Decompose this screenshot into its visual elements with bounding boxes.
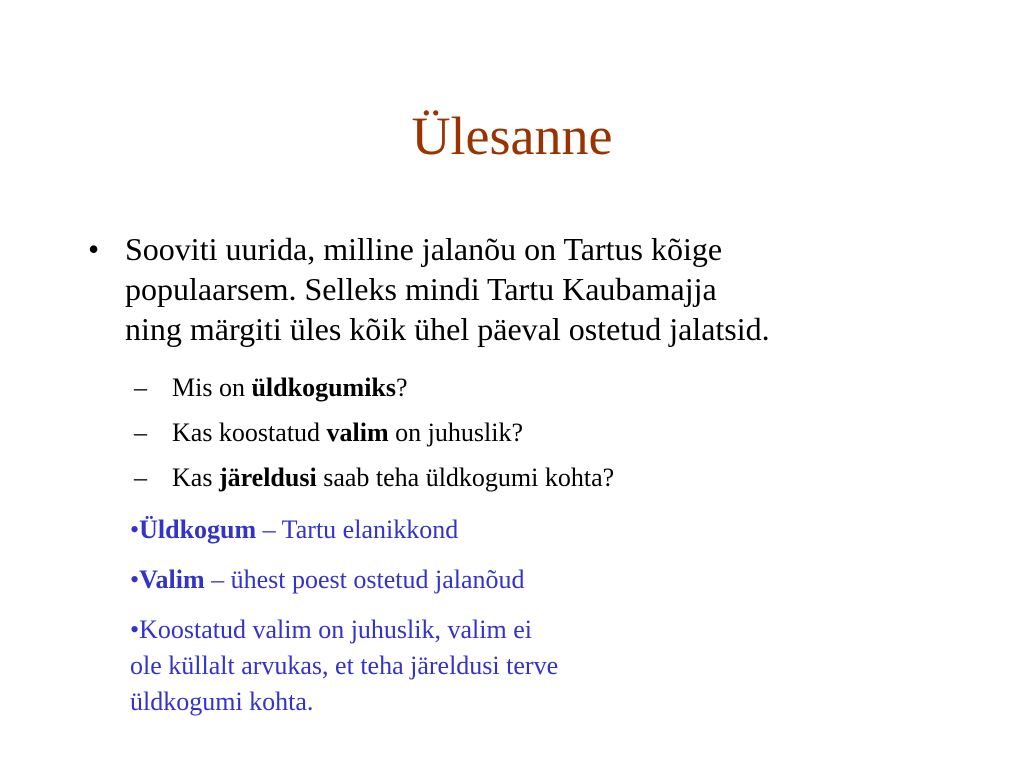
note-marker: • (130, 515, 140, 544)
note-line: ole küllalt arvukas, et teha järeldusi terve (130, 651, 559, 680)
sub-bullet-text: Mis on (172, 373, 252, 402)
sub-bullet-list (134, 365, 614, 500)
main-bullet-line: Sooviti uurida, milline jalanõu on Tartus kõige (125, 231, 723, 267)
main-bullet-line: populaarsem. Selleks mindi Tartu Kaubamajja (125, 271, 717, 307)
bullet-marker: • (88, 231, 100, 267)
sub-bullet-item (134, 365, 614, 410)
dash-marker: – (134, 373, 147, 402)
main-bullet-line: ning märgiti üles kõik ühel päeval ostetud jalatsid. (125, 311, 770, 347)
note-uldkogum (130, 512, 730, 548)
note-definition: – Tartu elanikkond (256, 515, 459, 544)
note-definition: – ühest poest ostetud jalanõud (204, 565, 525, 594)
sub-bullet-item (134, 410, 614, 455)
main-bullet-text (125, 229, 935, 349)
dash-marker: – (134, 418, 147, 447)
note-term: Üldkogum (139, 515, 257, 544)
sub-bullet-bold: üldkogumiks (251, 373, 396, 402)
note-line: üldkogumi kohta. (130, 687, 314, 716)
sub-bullet-bold: valim (326, 418, 389, 447)
note-term: Valim (139, 565, 205, 594)
sub-bullet-text: saab teha üldkogumi kohta? (316, 463, 615, 492)
note-conclusion (130, 612, 730, 720)
note-marker: • (130, 565, 140, 594)
note-valim (130, 562, 730, 598)
slide-title: Ülesanne (411, 106, 613, 166)
sub-bullet-bold: järeldusi (218, 463, 317, 492)
answer-notes (130, 512, 730, 734)
sub-bullet-text: ? (396, 373, 408, 402)
dash-marker: – (134, 463, 147, 492)
note-line: •Koostatud valim on juhuslik, valim ei (130, 615, 532, 644)
sub-bullet-text: Kas koostatud (172, 418, 327, 447)
sub-bullet-text: on juhuslik? (388, 418, 523, 447)
main-bullet (88, 229, 948, 349)
sub-bullet-text: Kas (172, 463, 219, 492)
sub-bullet-item (134, 455, 614, 500)
